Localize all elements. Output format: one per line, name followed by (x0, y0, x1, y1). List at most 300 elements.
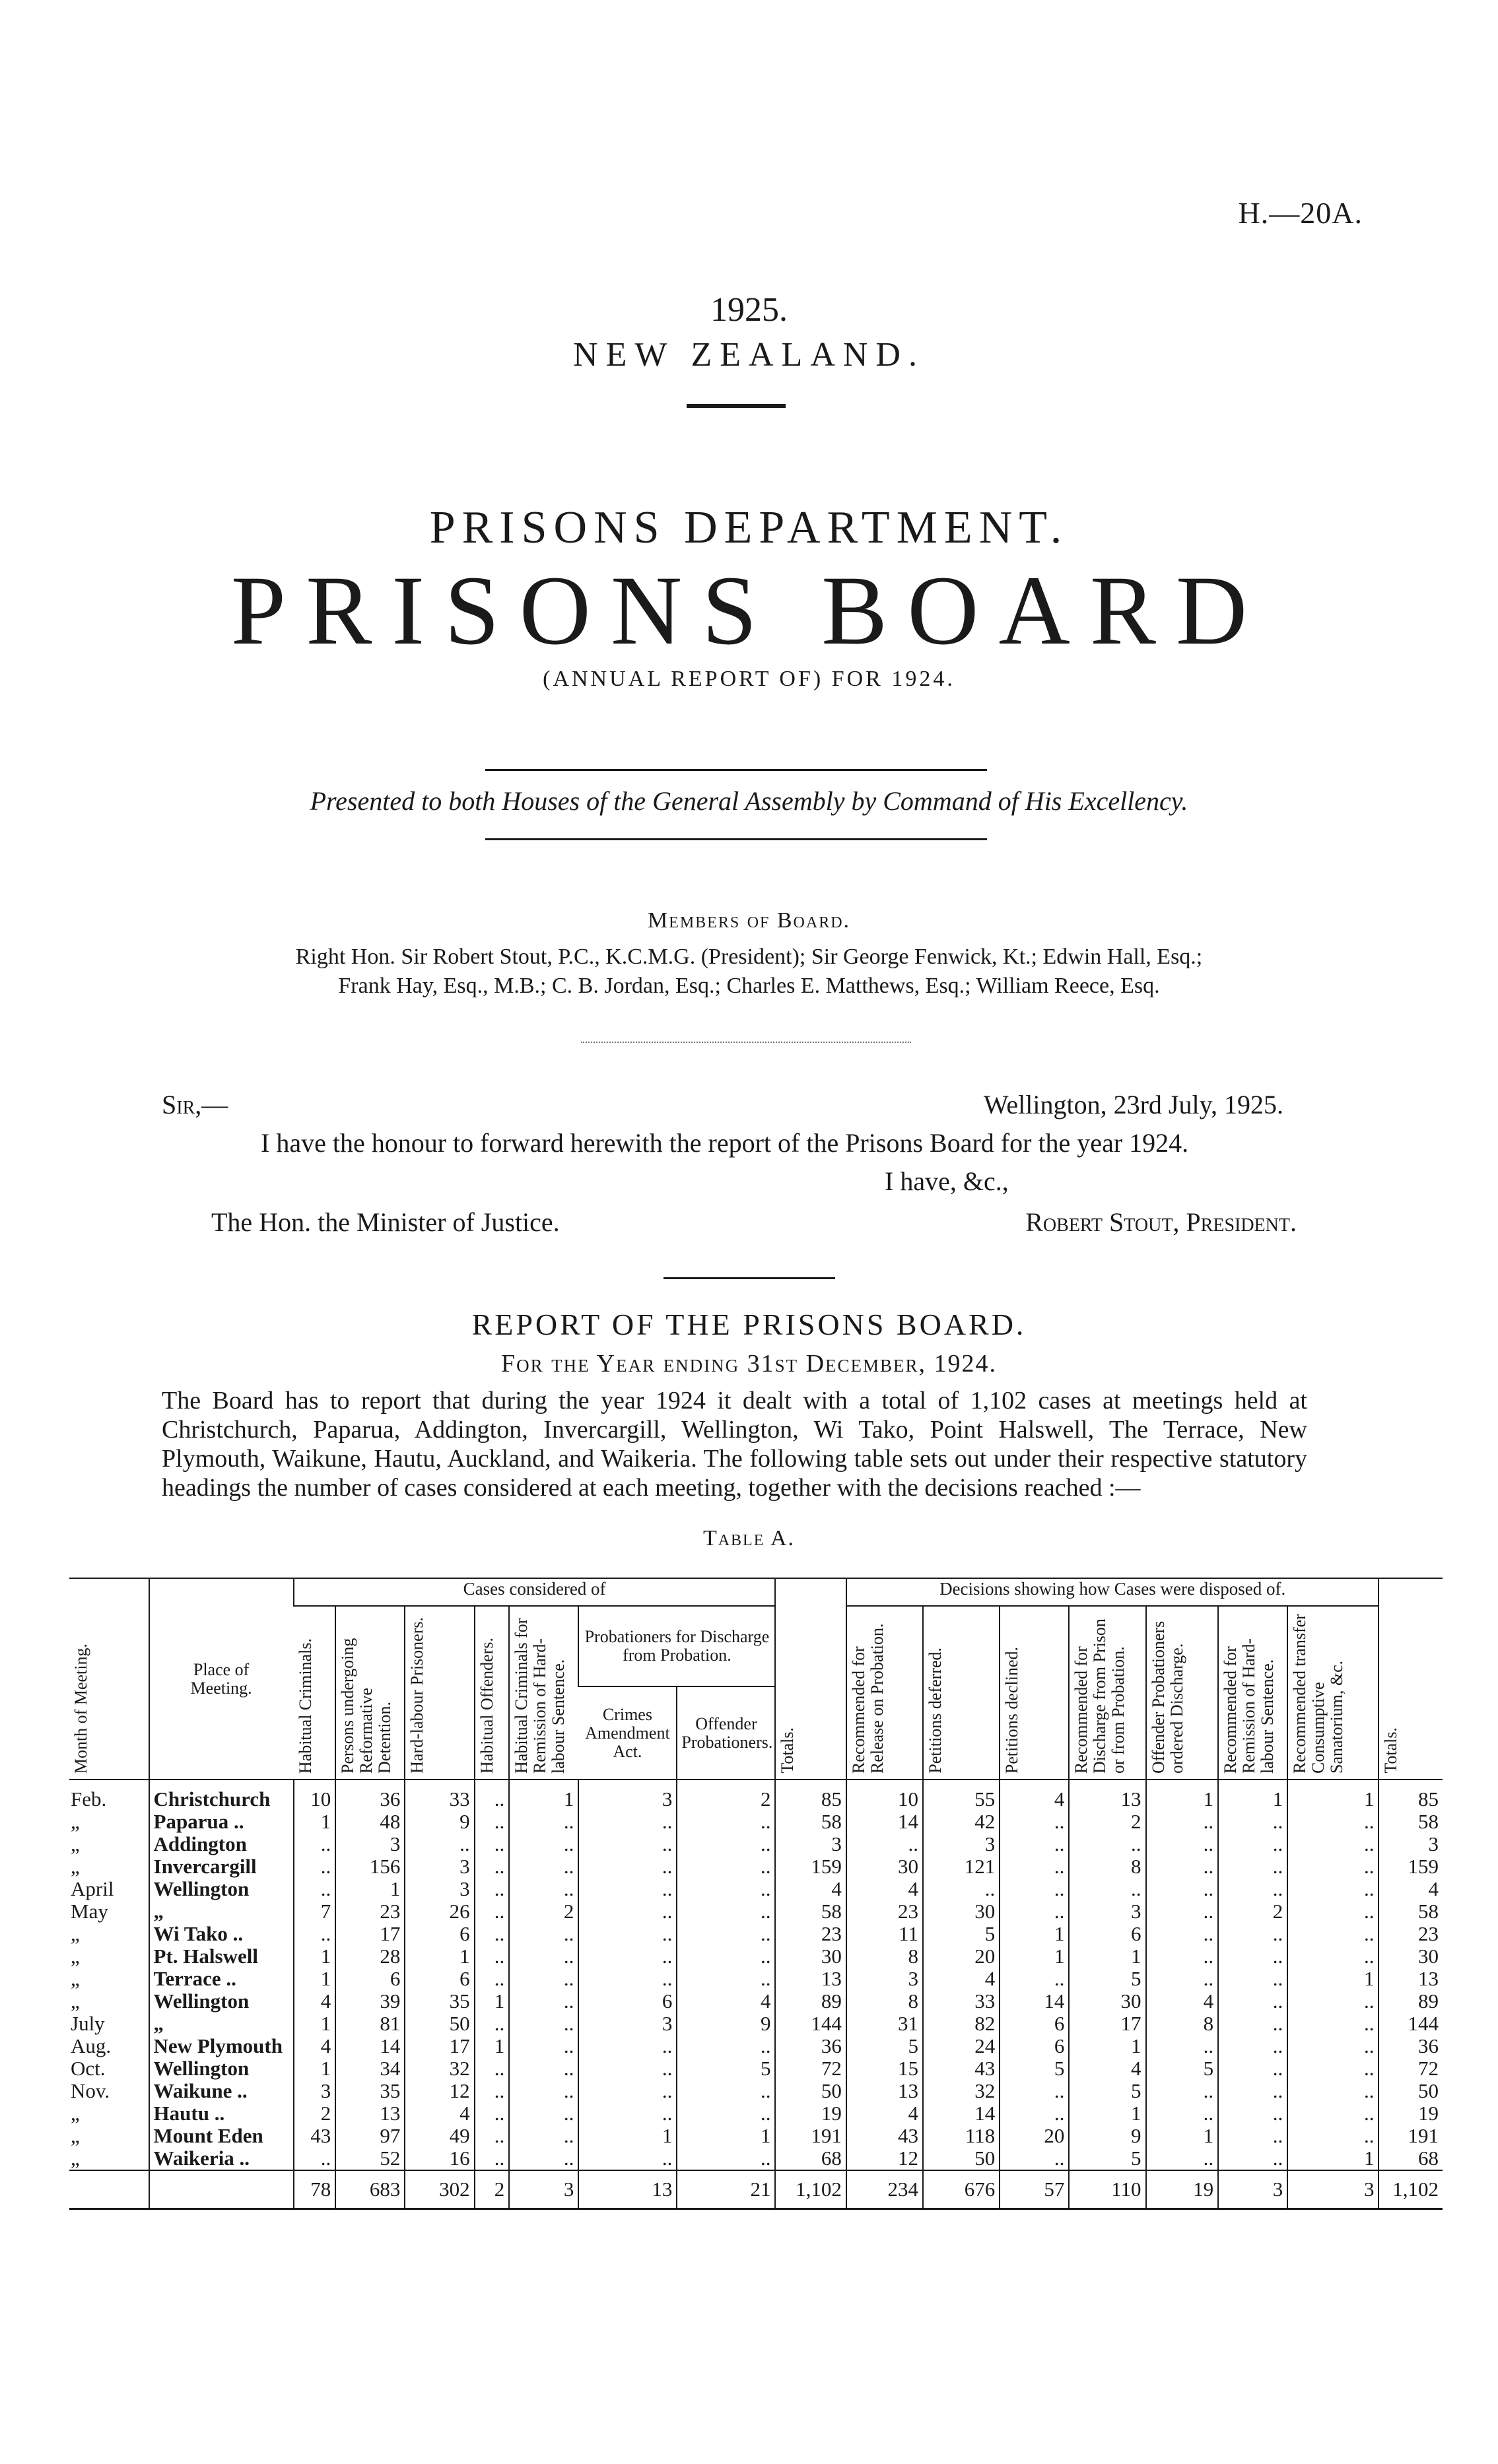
value-cell: .. (1146, 1811, 1219, 1833)
value-cell: 1 (294, 1968, 336, 1990)
value-cell: .. (1000, 2080, 1069, 2102)
value-cell: .. (1000, 2147, 1069, 2170)
value-cell: .. (578, 2102, 677, 2125)
value-cell: 1 (1146, 2125, 1219, 2147)
value-cell: .. (1218, 1990, 1287, 2013)
value-cell: 15 (846, 2057, 923, 2080)
value-cell: 13 (1069, 1780, 1145, 1811)
place-cell: Wellington (149, 1990, 294, 2013)
members-line: Frank Hay, Esq., M.B.; C. B. Jordan, Esq.; Charles E. Matthews, Esq.; William Reece, Esq. (338, 974, 1160, 998)
value-cell: 3 (335, 1833, 405, 1855)
month-header: Month of Meeting. (69, 1578, 149, 1780)
value-cell: 9 (405, 1811, 474, 1833)
decisions-group-header: Decisions showing how Cases were disposed of. (846, 1578, 1379, 1606)
value-cell: 4 (846, 2102, 923, 2125)
total-cell: 57 (1000, 2170, 1069, 2209)
value-cell: 1 (405, 1945, 474, 1968)
totals-header: Totals. (775, 1578, 846, 1780)
value-cell: .. (509, 2035, 578, 2057)
value-cell: 121 (923, 1855, 1000, 1878)
value-cell: .. (677, 2080, 775, 2102)
value-cell: .. (509, 1945, 578, 1968)
divider (485, 838, 987, 840)
value-cell: .. (509, 1878, 578, 1900)
place-cell: Waikeria .. (149, 2147, 294, 2170)
value-cell: 19 (1379, 2102, 1443, 2125)
value-cell: 3 (405, 1855, 474, 1878)
place-cell: Invercargill (149, 1855, 294, 1878)
value-cell: 3 (1379, 1833, 1443, 1855)
report-subtitle: For the Year ending 31st December, 1924. (500, 1350, 998, 1378)
value-cell: .. (578, 1878, 677, 1900)
total-cell: 19 (1146, 2170, 1219, 2209)
value-cell: .. (509, 2102, 578, 2125)
value-cell: .. (1218, 1878, 1287, 1900)
value-cell: .. (509, 2125, 578, 2147)
letter-salutation: Sir,— (162, 1090, 228, 1119)
month-cell: „ (71, 2102, 80, 2125)
value-cell: 48 (335, 1811, 405, 1833)
value-cell: .. (1218, 1923, 1287, 1945)
total-cell: 1,102 (775, 2170, 846, 2209)
value-cell: 50 (923, 2147, 1000, 2170)
value-cell: 5 (1000, 2057, 1069, 2080)
value-cell: 14 (846, 1811, 923, 1833)
department-heading: PRISONS DEPARTMENT. (429, 502, 1069, 553)
release-header: Recommended for Release on Probation. (846, 1606, 923, 1780)
value-cell: 23 (846, 1900, 923, 1923)
value-cell: .. (1287, 1900, 1379, 1923)
value-cell: .. (1218, 1833, 1287, 1855)
value-cell: 32 (405, 2057, 474, 2080)
value-cell: 1 (1218, 1780, 1287, 1811)
value-cell: 4 (294, 2035, 336, 2057)
value-cell: 191 (1379, 2125, 1443, 2147)
value-cell: 24 (923, 2035, 1000, 2057)
value-cell: .. (1146, 1833, 1219, 1855)
value-cell: 1 (475, 2035, 510, 2057)
cases-table (69, 1578, 1443, 2210)
value-cell: .. (475, 1833, 510, 1855)
month-cell: „ (71, 2124, 80, 2147)
value-cell: 3 (405, 1878, 474, 1900)
value-cell: 5 (677, 2057, 775, 2080)
value-cell: 17 (335, 1923, 405, 1945)
value-cell: 5 (1146, 2057, 1219, 2080)
month-cell: April (71, 1877, 114, 1900)
document-title: PRISONS BOARD (230, 556, 1268, 665)
value-cell: .. (677, 2035, 775, 2057)
value-cell: .. (509, 1833, 578, 1855)
total-cell: 110 (1069, 2170, 1145, 2209)
value-cell: 50 (775, 2080, 846, 2102)
value-cell: 1 (294, 2013, 336, 2035)
table-row (69, 2147, 1443, 2170)
value-cell: 144 (1379, 2013, 1443, 2035)
place-cell: Wellington (149, 2057, 294, 2080)
month-cell: Nov. (71, 2079, 110, 2102)
remission-header: Habitual Criminals for Remission of Hard-labour Sentence. (509, 1606, 578, 1780)
deferred-header: Petitions deferred. (923, 1606, 1000, 1780)
value-cell: 36 (1379, 2035, 1443, 2057)
value-cell: 11 (846, 1923, 923, 1945)
value-cell: .. (1218, 2057, 1287, 2080)
value-cell: 58 (1379, 1900, 1443, 1923)
value-cell: 43 (294, 2125, 336, 2147)
value-cell: 4 (923, 1968, 1000, 1990)
table-row (69, 1945, 1443, 1968)
value-cell: 156 (335, 1855, 405, 1878)
value-cell: 4 (775, 1878, 846, 1900)
value-cell: .. (578, 1968, 677, 1990)
value-cell: .. (1287, 2080, 1379, 2102)
table-row (69, 1833, 1443, 1855)
value-cell: .. (1146, 2080, 1219, 2102)
value-cell: .. (1000, 1878, 1069, 1900)
habitual-criminals-header: Habitual Criminals. (294, 1606, 336, 1780)
value-cell: 4 (1146, 1990, 1219, 2013)
letter-closing: I have, &c., (885, 1166, 1009, 1196)
remit-header: Recommended for Remission of Hard-labour Sentence. (1218, 1606, 1287, 1780)
value-cell: 1 (1069, 2035, 1145, 2057)
value-cell: .. (475, 2102, 510, 2125)
value-cell: 32 (923, 2080, 1000, 2102)
value-cell: .. (677, 1900, 775, 1923)
value-cell: 36 (335, 1780, 405, 1811)
month-cell: „ (71, 1967, 80, 1990)
publication-year: 1925. (710, 291, 788, 329)
place-cell: „ (149, 1900, 294, 1923)
place-cell: Addington (149, 1833, 294, 1855)
discharge-header: Recommended for Discharge from Prison or from Probation. (1069, 1606, 1145, 1780)
crimes-amendment-header: Crimes Amendment Act. (578, 1686, 677, 1780)
table-row (69, 1900, 1443, 1923)
value-cell: 31 (846, 2013, 923, 2035)
total-cell: 3 (1218, 2170, 1287, 2209)
value-cell: .. (475, 2147, 510, 2170)
document-subtitle: (ANNUAL REPORT OF) FOR 1924. (543, 667, 955, 691)
value-cell: 5 (923, 1923, 1000, 1945)
value-cell: 68 (775, 2147, 846, 2170)
total-cell: 13 (578, 2170, 677, 2209)
month-cell: „ (71, 1989, 80, 2013)
value-cell: .. (1146, 1878, 1219, 1900)
value-cell: .. (1218, 1811, 1287, 1833)
value-cell: .. (677, 1811, 775, 1833)
value-cell: .. (1218, 2147, 1287, 2170)
value-cell: 85 (1379, 1780, 1443, 1811)
table-row (69, 1811, 1443, 1833)
value-cell: 1 (578, 2125, 677, 2147)
value-cell: 35 (405, 1990, 474, 2013)
value-cell: 118 (923, 2125, 1000, 2147)
total-cell: 3 (509, 2170, 578, 2209)
value-cell: 12 (846, 2147, 923, 2170)
value-cell: 4 (294, 1990, 336, 2013)
value-cell: 13 (775, 1968, 846, 1990)
value-cell: 1 (475, 1990, 510, 2013)
value-cell: .. (1218, 2035, 1287, 2057)
value-cell: .. (1287, 2125, 1379, 2147)
table-row (69, 2125, 1443, 2147)
ordered-discharge-header: Offender Probationers ordered Discharge. (1146, 1606, 1219, 1780)
value-cell: 89 (775, 1990, 846, 2013)
value-cell: .. (475, 1855, 510, 1878)
value-cell: 35 (335, 2080, 405, 2102)
value-cell: .. (475, 1900, 510, 1923)
value-cell: 49 (405, 2125, 474, 2147)
value-cell: .. (677, 1923, 775, 1945)
value-cell: .. (475, 1968, 510, 1990)
value-cell: 3 (923, 1833, 1000, 1855)
value-cell: 1 (1000, 1923, 1069, 1945)
probationers-header: Probationers for Discharge from Probation. (578, 1606, 775, 1686)
letter-place-date: Wellington, 23rd July, 1925. (983, 1090, 1283, 1119)
place-cell: Christchurch (149, 1780, 294, 1811)
value-cell: 191 (775, 2125, 846, 2147)
value-cell: 1 (1069, 2102, 1145, 2125)
declined-header: Petitions declined. (1000, 1606, 1069, 1780)
value-cell: 13 (335, 2102, 405, 2125)
value-cell: 1 (1069, 1945, 1145, 1968)
value-cell: .. (1287, 2013, 1379, 2035)
value-cell: .. (677, 1878, 775, 1900)
cases-group-header: Cases considered of (294, 1578, 776, 1606)
value-cell: .. (677, 2147, 775, 2170)
value-cell: .. (1218, 2102, 1287, 2125)
value-cell: .. (294, 1878, 336, 1900)
value-cell: .. (846, 1833, 923, 1855)
month-cell: „ (71, 1855, 80, 1878)
total-cell: 78 (294, 2170, 336, 2209)
value-cell: 50 (405, 2013, 474, 2035)
table-row (69, 2080, 1443, 2102)
value-cell: .. (475, 1780, 510, 1811)
value-cell: .. (677, 2102, 775, 2125)
value-cell: 9 (677, 2013, 775, 2035)
letter-signature: Robert Stout, President. (1025, 1207, 1297, 1237)
value-cell: 3 (294, 2080, 336, 2102)
table-row (69, 1990, 1443, 2013)
place-cell: Terrace .. (149, 1968, 294, 1990)
value-cell: .. (509, 1811, 578, 1833)
value-cell: .. (1069, 1878, 1145, 1900)
value-cell: .. (578, 1811, 677, 1833)
value-cell: 89 (1379, 1990, 1443, 2013)
month-cell: Aug. (71, 2034, 112, 2057)
value-cell: 50 (1379, 2080, 1443, 2102)
value-cell: .. (1000, 1811, 1069, 1833)
value-cell: 3 (846, 1968, 923, 1990)
divider (485, 769, 987, 771)
value-cell: 1 (294, 1811, 336, 1833)
value-cell: 5 (846, 2035, 923, 2057)
total-cell: 683 (335, 2170, 405, 2209)
totals-empty (69, 2170, 149, 2209)
value-cell: 4 (405, 2102, 474, 2125)
month-cell: July (71, 2012, 105, 2035)
value-cell: .. (1287, 1945, 1379, 1968)
value-cell: 12 (405, 2080, 474, 2102)
value-cell: .. (1146, 1945, 1219, 1968)
value-cell: 23 (335, 1900, 405, 1923)
reformative-header: Persons undergoing Reformative Detention. (335, 1606, 405, 1780)
value-cell: 14 (335, 2035, 405, 2057)
value-cell: 23 (775, 1923, 846, 1945)
value-cell: .. (677, 1833, 775, 1855)
value-cell: 23 (1379, 1923, 1443, 1945)
value-cell: 9 (1069, 2125, 1145, 2147)
document-reference: H.—20A. (1238, 196, 1363, 230)
value-cell: 97 (335, 2125, 405, 2147)
value-cell: .. (1000, 1900, 1069, 1923)
month-cell: „ (71, 1945, 80, 1968)
place-cell: Hautu .. (149, 2102, 294, 2125)
value-cell: 8 (846, 1990, 923, 2013)
value-cell: 68 (1379, 2147, 1443, 2170)
month-cell: „ (71, 2147, 80, 2170)
value-cell: 43 (846, 2125, 923, 2147)
value-cell: 16 (405, 2147, 474, 2170)
value-cell: 6 (405, 1923, 474, 1945)
value-cell: 3 (775, 1833, 846, 1855)
value-cell: .. (475, 1878, 510, 1900)
value-cell: 10 (846, 1780, 923, 1811)
value-cell: 33 (405, 1780, 474, 1811)
value-cell: 13 (1379, 1968, 1443, 1990)
place-cell: Paparua .. (149, 1811, 294, 1833)
table-row (69, 1923, 1443, 1945)
total-cell: 1,102 (1379, 2170, 1443, 2209)
month-cell: „ (71, 1832, 80, 1855)
value-cell: 5 (1069, 2147, 1145, 2170)
table-row (69, 1878, 1443, 1900)
value-cell: 2 (677, 1780, 775, 1811)
value-cell: 2 (1069, 1811, 1145, 1833)
value-cell: 30 (923, 1900, 1000, 1923)
total-cell: 3 (1287, 2170, 1379, 2209)
value-cell: .. (1287, 1855, 1379, 1878)
place-cell: Waikune .. (149, 2080, 294, 2102)
members-line: Right Hon. Sir Robert Stout, P.C., K.C.M.G. (President); Sir George Fenwick, Kt.; Edwin Hall, Esq.; (295, 945, 1203, 969)
value-cell: 1 (335, 1878, 405, 1900)
totals-header: Totals. (1379, 1578, 1443, 1780)
value-cell: 5 (1069, 1968, 1145, 1990)
value-cell: .. (578, 1855, 677, 1878)
value-cell: .. (677, 1945, 775, 1968)
value-cell: .. (1218, 1855, 1287, 1878)
month-cell: Oct. (71, 2057, 106, 2080)
value-cell: .. (475, 1811, 510, 1833)
value-cell: 55 (923, 1780, 1000, 1811)
value-cell: .. (475, 2080, 510, 2102)
table-row (69, 2035, 1443, 2057)
value-cell: .. (1218, 2125, 1287, 2147)
table-row (69, 1780, 1443, 1811)
value-cell: 8 (1146, 2013, 1219, 2035)
value-cell: 85 (775, 1780, 846, 1811)
value-cell: 20 (1000, 2125, 1069, 2147)
value-cell: 58 (1379, 1811, 1443, 1833)
value-cell: 19 (775, 2102, 846, 2125)
place-cell: Wellington (149, 1878, 294, 1900)
value-cell: .. (509, 1968, 578, 1990)
table-title: Table A. (702, 1526, 796, 1550)
value-cell: 1 (1287, 1968, 1379, 1990)
value-cell: .. (475, 2125, 510, 2147)
value-cell: .. (578, 2057, 677, 2080)
value-cell: 4 (1000, 1780, 1069, 1811)
total-cell: 302 (405, 2170, 474, 2209)
value-cell: 5 (1069, 2080, 1145, 2102)
value-cell: 82 (923, 2013, 1000, 2035)
value-cell: .. (1218, 2080, 1287, 2102)
value-cell: .. (1000, 1968, 1069, 1990)
members-heading: Members of Board. (647, 908, 851, 933)
value-cell: 7 (294, 1900, 336, 1923)
value-cell: 72 (1379, 2057, 1443, 2080)
value-cell: 3 (1069, 1900, 1145, 1923)
report-intro: The Board has to report that during the year 1924 it dealt with a total of 1,102 cases at meetings held at Christchurch, Paparua, Addington, Invercargill, Wellington, Wi Tako, Point Halswell, The Terrace, New Plymouth, Waikune, Hautu, Auckland, and Waikeria. The following table sets out under their respective statutory headings the number of cases considered at each meeting, together with the decisions reached :— (162, 1387, 1307, 1502)
value-cell: 2 (1218, 1900, 1287, 1923)
report-title: REPORT OF THE PRISONS BOARD. (471, 1308, 1027, 1341)
month-cell: May (71, 1900, 108, 1923)
value-cell: 14 (923, 2102, 1000, 2125)
value-cell: .. (475, 1945, 510, 1968)
hard-labour-header: Hard-labour Prisoners. (405, 1606, 474, 1780)
value-cell: 30 (846, 1855, 923, 1878)
place-cell: New Plymouth (149, 2035, 294, 2057)
transfer-header: Recommended transfer Consumptive Sanatorium, &c. (1287, 1606, 1379, 1780)
value-cell: 144 (775, 2013, 846, 2035)
value-cell: 30 (775, 1945, 846, 1968)
value-cell: .. (294, 1923, 336, 1945)
value-cell: .. (923, 1878, 1000, 1900)
table-row (69, 2102, 1443, 2125)
value-cell: .. (1287, 1833, 1379, 1855)
value-cell: 36 (775, 2035, 846, 2057)
value-cell: .. (1287, 1990, 1379, 2013)
value-cell: .. (1287, 1923, 1379, 1945)
value-cell: 8 (846, 1945, 923, 1968)
value-cell: 17 (1069, 2013, 1145, 2035)
presentation-note: Presented to both Houses of the General Assembly by Command of His Excellency. (310, 786, 1188, 816)
value-cell: .. (294, 1833, 336, 1855)
table-row (69, 2013, 1443, 2035)
value-cell: .. (1146, 1923, 1219, 1945)
letter-addressee: The Hon. the Minister of Justice. (211, 1207, 560, 1237)
value-cell: .. (1146, 1900, 1219, 1923)
value-cell: .. (509, 1855, 578, 1878)
value-cell: 4 (677, 1990, 775, 2013)
value-cell: .. (1287, 1878, 1379, 1900)
place-cell: Wi Tako .. (149, 1923, 294, 1945)
value-cell: .. (1146, 2035, 1219, 2057)
total-cell: 21 (677, 2170, 775, 2209)
value-cell: .. (405, 1833, 474, 1855)
divider (687, 404, 786, 408)
members-list (0, 943, 1498, 1001)
divider (581, 1042, 911, 1043)
value-cell: 81 (335, 2013, 405, 2035)
value-cell: .. (578, 2035, 677, 2057)
value-cell: .. (1287, 2035, 1379, 2057)
value-cell: 10 (294, 1780, 336, 1811)
value-cell: .. (1000, 1855, 1069, 1878)
value-cell: .. (1287, 1811, 1379, 1833)
value-cell: 4 (1379, 1878, 1443, 1900)
value-cell: 58 (775, 1900, 846, 1923)
